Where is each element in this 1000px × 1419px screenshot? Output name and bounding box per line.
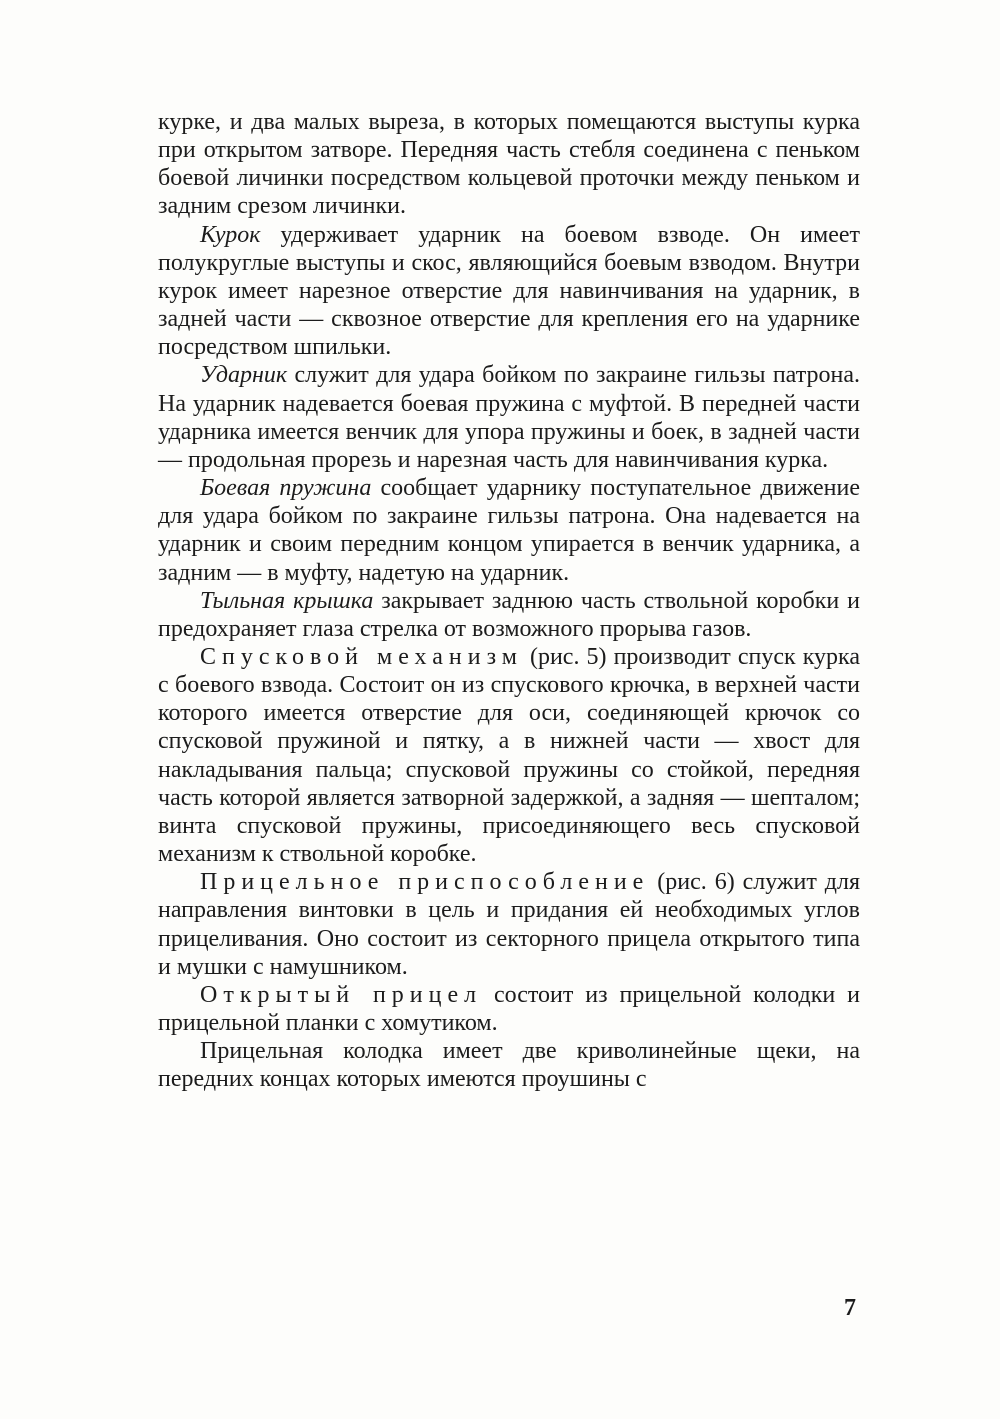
term-spuskovoy-mekhanizm: Спусковой механизм: [200, 643, 523, 670]
paragraph-udarnik: [158, 361, 860, 474]
term-udarnik: Ударник: [200, 362, 288, 389]
paragraph-continued: [158, 108, 860, 221]
paragraph-text: состоит из прицельной колодки и прицельной планки с хомутиком.: [158, 981, 860, 1036]
term-boevaya-pruzhina: Боевая пружина: [200, 475, 372, 502]
page-number: 7: [844, 1295, 856, 1321]
paragraph-text: закрывает заднюю часть ствольной коробки и предохраняет глаза стрелка от возможного прорыва газов.: [158, 587, 860, 642]
paragraph-text: (рис. 6) служит для направления винтовки в цель и придания ей необходимых углов прицеливания. Оно состоит из секторного прицела открытого типа и мушки с намушником.: [158, 869, 861, 980]
paragraph-text: Прицельная колодка имеет две криволинейные щеки, на передних концах которых имеются проушины с: [158, 1038, 860, 1093]
paragraph-tylnaya-kryshka: [158, 587, 860, 643]
paragraph-pritselnoe-prisposoblenie: [158, 868, 860, 981]
paragraph-text: служит для удара бойком по закраине гильзы патрона. На ударник надевается боевая пружина с муфтой. В передней части ударника имеется венчик для упора пружины и боек, в задней части — продольная прорезь и нарезная часть для навинчивания курка.: [158, 362, 860, 473]
paragraph-kurok: [158, 221, 860, 362]
body-text: [158, 108, 860, 1093]
term-otkrytyy-pritsel: Открытый прицел: [200, 981, 483, 1008]
paragraph-pritselnaya-kolodka: [158, 1037, 860, 1093]
paragraph-text: удерживает ударник на боевом взводе. Он имеет полукруглые выступы и скос, являющийся боевым взводом. Внутри курок имеет нарезное отверстие для навинчивания на ударник, в задней части — сквозное отверстие для крепления его на ударнике посредством шпильки.: [158, 221, 860, 361]
paragraph-boevaya-pruzhina: [158, 474, 860, 587]
term-pritselnoe-prisposoblenie: Прицельное приспособление: [200, 869, 650, 896]
paragraph-text: сообщает ударнику поступательное движение для удара бойком по закраине гильзы патрона. Она надевается на ударник и своим передним концом упирается в венчик ударника, а задним — в муфту, надетую на ударник.: [158, 475, 860, 586]
paragraph-otkrytyy-pritsel: [158, 981, 860, 1037]
term-kurok: Курок: [200, 221, 261, 248]
paragraph-spuskovoy-mekhanizm: [158, 643, 860, 868]
paragraph-text: (рис. 5) производит спуск курка с боевого взвода. Состоит он из спускового крючка, в верхней части которого имеется отверстие для оси, соединяющей крючок со спусковой пружиной и пятку, а в нижней части — хвост для накладывания пальца; спусковой пружины со стойкой, передняя часть которой является затворной задержкой, а задняя — шепталом; винта спусковой пружины, присоединяющего весь спусковой механизм к ствольной коробке.: [158, 643, 860, 868]
paragraph-text: курке, и два малых выреза, в которых помещаются выступы курка при открытом затворе. Передняя часть стебля соединена с пеньком боевой личинки посредством кольцевой проточки между пеньком и задним срезом личинки.: [158, 109, 860, 220]
term-tylnaya-kryshka: Тыльная крышка: [200, 587, 374, 614]
